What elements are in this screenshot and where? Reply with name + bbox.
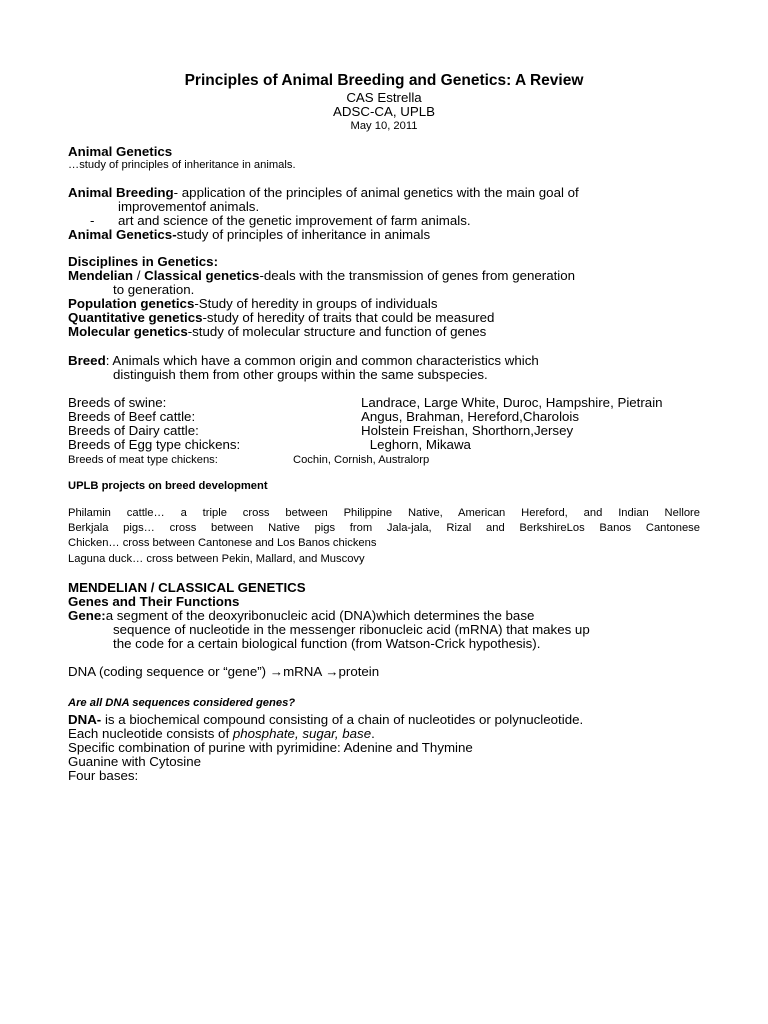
dogma-protein: protein — [338, 664, 380, 679]
date: May 10, 2011 — [350, 120, 418, 132]
dogma-dna: DNA (coding sequence or “gene”) — [68, 664, 270, 679]
page-title: Principles of Animal Breeding and Genetics: A Review — [184, 72, 584, 89]
breed-row-beef — [68, 409, 580, 424]
breed-term: Breed — [68, 353, 106, 368]
breed-row-value: Landrace, Large White, Duroc, Hampshire, Pietrain — [361, 395, 663, 410]
breed-row-egg — [68, 437, 471, 452]
classical-genetics-term: Classical genetics — [144, 268, 260, 283]
quantitative-genetics-def: -study of heredity of traits that could be measured — [202, 310, 495, 325]
guanine-cytosine-line: Guanine with Cytosine — [68, 754, 202, 769]
genes-functions-heading: Genes and Their Functions — [68, 594, 240, 609]
affiliation: ADSC-CA, UPLB — [333, 104, 435, 119]
animal-genetics-term: Animal Genetics- — [68, 227, 177, 242]
molecular-genetics-def: -study of molecular structure and function of genes — [187, 324, 487, 339]
mendelian-term: Mendelian — [68, 268, 134, 283]
animal-breeding-term: Animal Breeding — [68, 185, 174, 200]
animal-breeding-line1 — [68, 185, 579, 200]
bullet-dash: - — [90, 213, 95, 228]
uplb-line3: Chicken… cross between Cantonese and Los Banos chickens — [68, 537, 377, 549]
dna-term: DNA- — [68, 712, 102, 727]
animal-breeding-line2: improvementof animals. — [118, 199, 260, 214]
bullet-text: art and science of the genetic improvement of farm animals. — [118, 213, 471, 228]
population-genetics-def: -Study of heredity in groups of individuals — [194, 296, 438, 311]
animal-genetics-desc: …study of principles of inheritance in animals. — [68, 159, 296, 171]
right-arrow-icon: → — [325, 664, 339, 679]
molecular-genetics-term: Molecular genetics — [68, 324, 188, 339]
mendelian-sep: / — [133, 268, 145, 283]
breed-row-label: Breeds of meat type chickens: — [68, 454, 218, 466]
gene-line3: the code for a certain biological function (from Watson-Crick hypothesis). — [113, 636, 541, 651]
nucleotide-components: phosphate, sugar, base — [232, 726, 372, 741]
dna-question: Are all DNA sequences considered genes? — [68, 697, 296, 709]
molecular-genetics-line — [68, 324, 486, 339]
mendelian-def: -deals with the transmission of genes from generation — [259, 268, 576, 283]
four-bases-line: Four bases: — [68, 768, 139, 783]
gene-line1 — [68, 608, 534, 623]
quantitative-genetics-line — [68, 310, 494, 325]
dna-def-line — [68, 712, 583, 727]
mendelian-heading: MENDELIAN / CLASSICAL GENETICS — [68, 580, 306, 595]
breed-row-label: Breeds of Dairy cattle: — [68, 423, 199, 438]
disciplines-heading: Disciplines in Genetics: — [68, 254, 219, 269]
breed-row-label: Breeds of Egg type chickens: — [68, 437, 241, 452]
breed-def: : Animals which have a common origin and common characteristics which — [105, 353, 539, 368]
gene-def: a segment of the deoxyribonucleic acid (DNA)which determines the base — [105, 608, 535, 623]
breed-row-value: Holstein Freishan, Shorthorn,Jersey — [361, 423, 574, 438]
animal-breeding-def: - application of the principles of animal genetics with the main goal of — [173, 185, 579, 200]
uplb-heading: UPLB projects on breed development — [68, 480, 268, 492]
breed-row-value: Angus, Brahman, Hereford,Charolois — [361, 409, 580, 424]
nucleotide-period: . — [371, 726, 375, 741]
purine-pyrimidine-line: Specific combination of purine with pyrimidine: Adenine and Thymine — [68, 740, 473, 755]
animal-genetics-def-line — [68, 227, 430, 242]
uplb-line4: Laguna duck… cross between Pekin, Mallard, and Muscovy — [68, 553, 365, 565]
mendelian-line2: to generation. — [113, 282, 195, 297]
central-dogma-line — [68, 664, 379, 679]
breed-line2: distinguish them from other groups within the same subspecies. — [113, 367, 488, 382]
breed-row-label: Breeds of Beef cattle: — [68, 409, 196, 424]
breed-row-label: Breeds of swine: — [68, 395, 167, 410]
breed-row-value: Cochin, Cornish, Australorp — [293, 454, 430, 466]
population-genetics-line — [68, 296, 438, 311]
quantitative-genetics-term: Quantitative genetics — [68, 310, 203, 325]
uplb-line1: Philamin cattle… a triple cross between Philippine Native, American Hereford, and Indian Nellore — [68, 507, 700, 519]
animal-genetics-def: study of principles of inheritance in animals — [176, 227, 431, 242]
gene-line2: sequence of nucleotide in the messenger ribonucleic acid (mRNA) that makes up — [113, 622, 590, 637]
breed-row-dairy — [68, 423, 574, 438]
breed-row-swine — [68, 395, 663, 410]
right-arrow-icon: → — [269, 664, 284, 679]
dna-def: is a biochemical compound consisting of a chain of nucleotides or polynucleotide. — [101, 712, 584, 727]
mendelian-line1 — [68, 268, 575, 283]
author: CAS Estrella — [346, 90, 422, 105]
gene-term: Gene: — [68, 608, 106, 623]
nucleotide-text: Each nucleotide consists of — [68, 726, 233, 741]
uplb-line2: Berkjala pigs… cross between Native pigs from Jala-jala, Rizal and BerkshireLos Banos Cantonese — [68, 522, 700, 534]
animal-genetics-heading: Animal Genetics — [68, 144, 173, 159]
dogma-mrna: mRNA — [283, 664, 326, 679]
breed-line1 — [68, 353, 539, 368]
nucleotide-line — [68, 726, 375, 741]
population-genetics-term: Population genetics — [68, 296, 195, 311]
breed-row-meat — [68, 453, 430, 468]
breed-row-value: Leghorn, Mikawa — [366, 437, 471, 452]
